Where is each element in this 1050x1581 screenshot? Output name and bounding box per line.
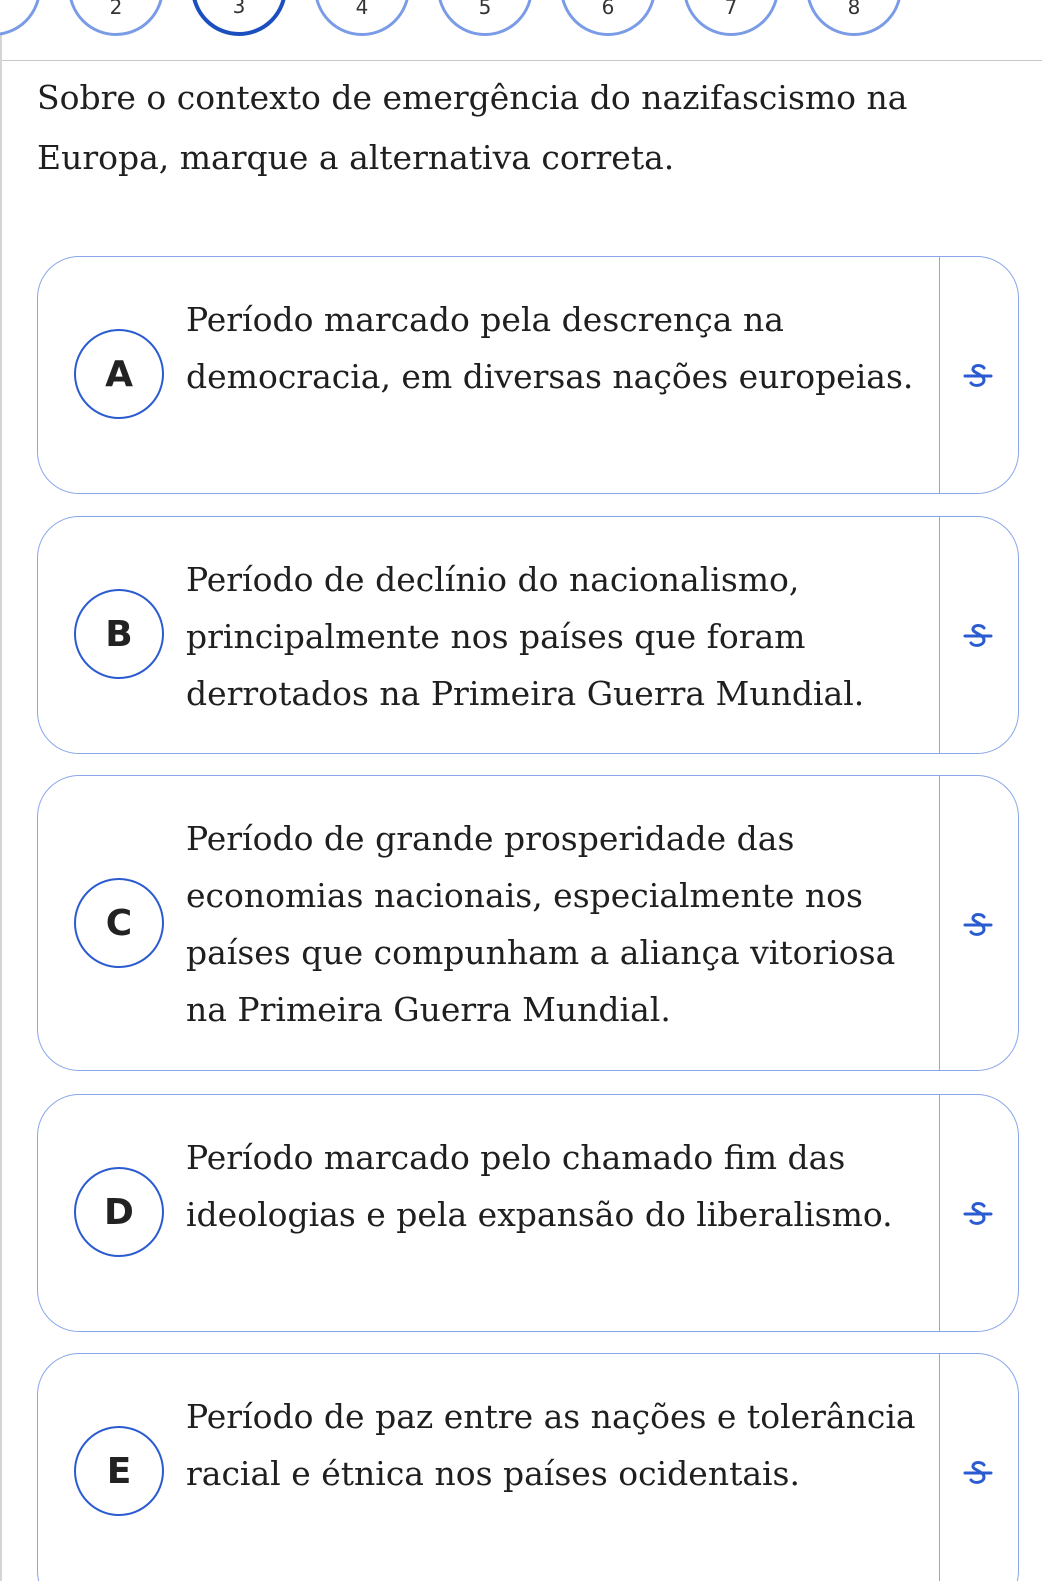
header-divider [2,60,1042,61]
question-text: Sobre o contexto de emergência do nazifascismo na Europa, marque a alternativa correta. [37,78,908,177]
option-text-e: Período de paz entre as nações e tolerância racial e étnica nos países ocidentais. [186,1397,916,1493]
option-a[interactable] [37,256,1019,494]
option-text-c: Período de grande prosperidade das economias nacionais, especialmente nos países que compunham a aliança vitoriosa na Primeira Guerra Mundial. [186,819,896,1029]
option-text-b: Período de declínio do nacionalismo, principalmente nos países que foram derrotados na Primeira Guerra Mundial. [186,560,865,713]
option-separator [939,257,941,493]
strikethrough-icon[interactable] [956,614,1000,658]
question-number-7[interactable]: 7 [683,0,779,36]
option-separator [939,776,941,1070]
question-number-6[interactable]: 6 [560,0,656,36]
question-navigation [0,0,1050,40]
question-number-1[interactable] [0,0,41,36]
option-letter-e: E [74,1426,164,1516]
option-d[interactable] [37,1094,1019,1332]
strikethrough-icon[interactable] [956,903,1000,947]
question-number-5[interactable]: 5 [437,0,533,36]
option-b[interactable] [37,516,1019,754]
question-number-4[interactable]: 4 [314,0,410,36]
option-letter-c: C [74,878,164,968]
question-number-8[interactable]: 8 [806,0,902,36]
question-number-2[interactable]: 2 [68,0,164,36]
option-c[interactable] [37,775,1019,1071]
option-letter-d: D [74,1167,164,1257]
question-number-3-current[interactable]: 3 [191,0,287,36]
option-text-d: Período marcado pelo chamado fim das ideologias e pela expansão do liberalismo. [186,1138,893,1234]
option-separator [939,1095,941,1331]
option-letter-a: A [74,329,164,419]
left-rule [0,0,2,1581]
option-letter-b: B [74,589,164,679]
option-separator [939,517,941,753]
strikethrough-icon[interactable] [956,1192,1000,1236]
option-separator [939,1354,941,1581]
strikethrough-icon[interactable] [956,354,1000,398]
strikethrough-icon[interactable] [956,1451,1000,1495]
option-e[interactable] [37,1353,1019,1581]
option-text-a: Período marcado pela descrença na democracia, em diversas nações europeias. [186,300,914,396]
